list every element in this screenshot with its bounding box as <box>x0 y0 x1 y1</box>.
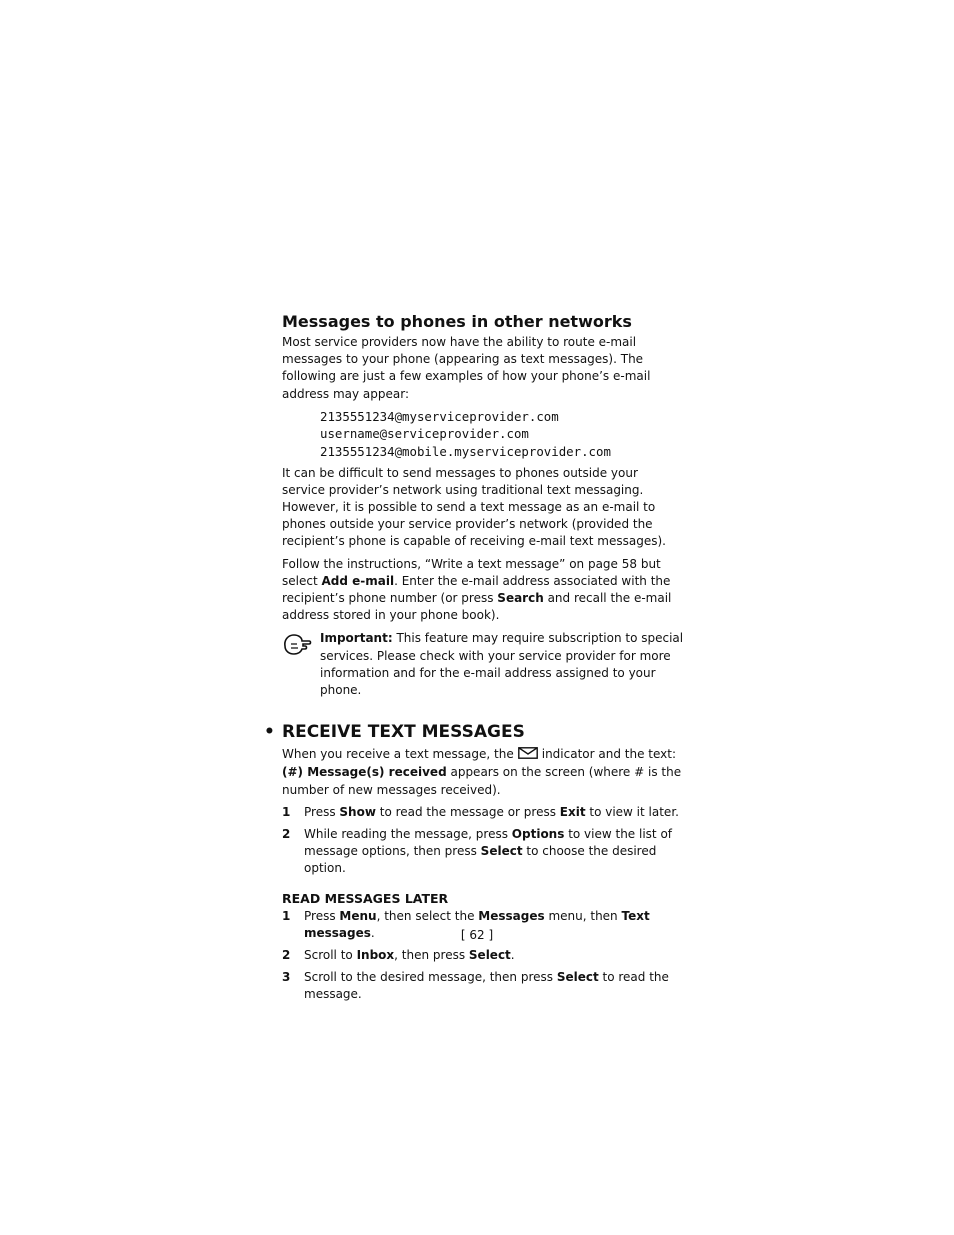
text-run: Scroll to <box>304 948 357 963</box>
instructions-paragraph <box>282 556 684 625</box>
text-run: Press <box>304 804 340 819</box>
section-title-receive: RECEIVE TEXT MESSAGES <box>282 722 525 743</box>
step-number: 3 <box>282 970 291 985</box>
important-note <box>282 630 684 699</box>
text-run: to view it later. <box>585 804 679 819</box>
page-content <box>264 312 684 1009</box>
envelope-icon <box>518 747 538 764</box>
text-run: and recall the e-mail address stored in your phone book). <box>282 591 672 623</box>
text-run: indicator and the text: <box>541 747 676 762</box>
text-run: appears on the screen (where # is the number of new messages received). <box>282 765 682 797</box>
text-run: Follow the instructions, “Write a text message” on page 58 but select <box>282 556 661 588</box>
options-label: Options <box>511 827 565 842</box>
text-run: to read the message. <box>304 970 669 1002</box>
step-text <box>304 826 684 878</box>
text-run: . <box>370 925 375 940</box>
page-number: [ 62 ] <box>460 928 494 942</box>
step-number: 1 <box>282 908 291 923</box>
text-run: When you receive a text message, the <box>282 747 514 762</box>
email-example-1: 2135551234@myserviceprovider.com <box>320 408 559 424</box>
inbox-label: Inbox <box>356 948 395 963</box>
text-run: menu, then <box>544 908 622 923</box>
email-example-2: username@serviceprovider.com <box>320 426 529 442</box>
step-number: 2 <box>282 948 291 963</box>
text-run: While reading the message, press <box>304 827 512 842</box>
select-label: Select <box>468 948 511 963</box>
text-run: Scroll to the desired message, then press <box>304 970 557 985</box>
text-run: to view the list of message options, then press <box>304 827 673 859</box>
receive-section <box>264 721 684 1003</box>
exit-label: Exit <box>559 804 586 819</box>
list-item <box>282 804 684 821</box>
step-text <box>304 947 684 964</box>
list-item <box>282 947 684 964</box>
text-run: to choose the desired option. <box>304 844 657 876</box>
add-email-label: Add e-mail <box>321 573 395 588</box>
important-label: Important: <box>320 631 393 646</box>
hand-pointer-icon <box>282 630 320 699</box>
note-text <box>320 630 684 699</box>
intro-paragraph: Most service providers now have the ability to route e-mail messages to your phone (appearing as text messages). The following are just a few examples of how your phone’s e-mail address may appear: <box>282 335 651 401</box>
show-label: Show <box>339 804 376 819</box>
step-number: 1 <box>282 804 291 819</box>
step-text <box>304 804 684 821</box>
step-text <box>304 969 684 1003</box>
text-run: , then select the <box>376 908 479 923</box>
select-label: Select <box>556 970 599 985</box>
section-bullet: • <box>264 722 275 743</box>
select-label: Select <box>480 844 523 859</box>
text-run: to read the message or press <box>375 804 560 819</box>
text-run: . <box>510 948 515 963</box>
text-messages-label: Text messages <box>304 908 650 940</box>
note-body: This feature may require subscription to special services. Please check with your service provider for more information and for the e-mail address assigned to your phone. <box>320 631 684 698</box>
text-run: . Enter the e-mail address associated with the recipient’s phone number (or press <box>282 573 671 606</box>
section-title-other-networks: Messages to phones in other networks <box>282 312 632 331</box>
message-received-label: (#) Message(s) received <box>282 765 447 780</box>
menu-label: Menu <box>339 908 377 923</box>
email-example-3: 2135551234@mobile.myserviceprovider.com <box>320 444 611 459</box>
email-examples <box>320 408 684 461</box>
receive-steps <box>282 804 684 878</box>
read-later-steps <box>282 908 684 1004</box>
receive-intro <box>282 746 684 799</box>
text-run: Press <box>304 908 340 923</box>
search-label: Search <box>497 591 544 606</box>
messages-label: Messages <box>478 908 545 923</box>
list-item <box>282 826 684 878</box>
subsection-title-read-later: READ MESSAGES LATER <box>282 890 449 906</box>
text-run: , then press <box>394 948 469 963</box>
step-number: 2 <box>282 827 291 842</box>
network-paragraph: It can be difficult to send messages to phones outside your service provider’s network using traditional text messaging. However, it is possible to send a text message as an e-mail to phones outside your service provider’s network (provided the recipient’s phone is capable of receiving e-mail text messages). <box>282 465 666 549</box>
list-item <box>282 969 684 1003</box>
